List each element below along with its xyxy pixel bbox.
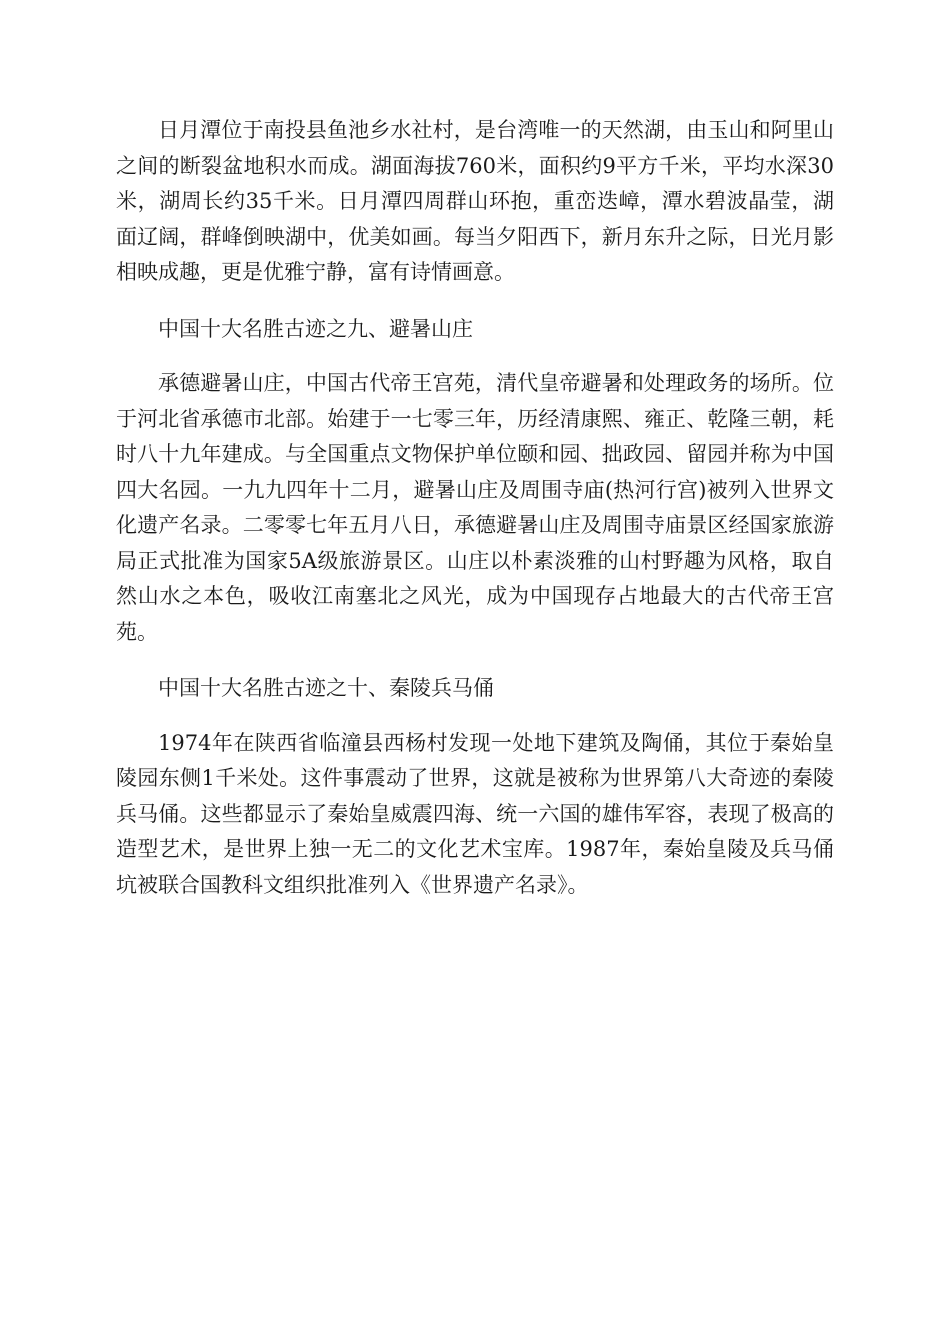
section-heading-mountain-resort: 中国十大名胜古迹之九、避暑山庄	[158, 316, 473, 341]
paragraph-mountain-resort: 承德避暑山庄，中国古代帝王宫苑，清代皇帝避暑和处理政务的场所。位于河北省承德市北部。始建于一七零三年，历经清康熙、雍正、乾隆三朝，耗时八十九年建成。与全国重点文物保护单位颐和园、拙政园、留园并称为中国四大名园。一九九四年十二月，避暑山庄及周围寺庙(热河行宫)被列入世界文化遗产名录。二零零七年五月八日，承德避暑山庄及周围寺庙景区经国家旅游局正式批准为国家5A级旅游景区。山庄以朴素淡雅的山村野趣为风格，取自然山水之本色，吸收江南塞北之风光，成为中国现存占地最大的古代帝王宫苑。	[116, 371, 834, 644]
document-body	[116, 113, 834, 903]
section-heading-terracotta-army: 中国十大名胜古迹之十、秦陵兵马俑	[158, 676, 494, 700]
paragraph-terracotta-army: 1974年在陕西省临潼县西杨村发现一处地下建筑及陶俑，其位于秦始皇陵园东侧1千米处。这件事震动了世界，这就是被称为世界第八大奇迹的秦陵兵马俑。这些都显示了秦始皇威震四海、统一六国的雄伟军容，表现了极高的造型艺术，是世界上独一无二的文化艺术宝库。1987年，秦始皇陵及兵马俑坑被联合国教科文组织批准列入《世界遗产名录》。	[116, 730, 834, 897]
paragraph-sun-moon-lake: 日月潭位于南投县鱼池乡水社村，是台湾唯一的天然湖，由玉山和阿里山之间的断裂盆地积水而成。湖面海拔760米，面积约9平方千米，平均水深30米，湖周长约35千米。日月潭四周群山环抱，重峦迭嶂，潭水碧波晶莹，湖面辽阔，群峰倒映湖中，优美如画。每当夕阳西下，新月东升之际，日光月影相映成趣，更是优雅宁静，富有诗情画意。	[116, 118, 834, 284]
